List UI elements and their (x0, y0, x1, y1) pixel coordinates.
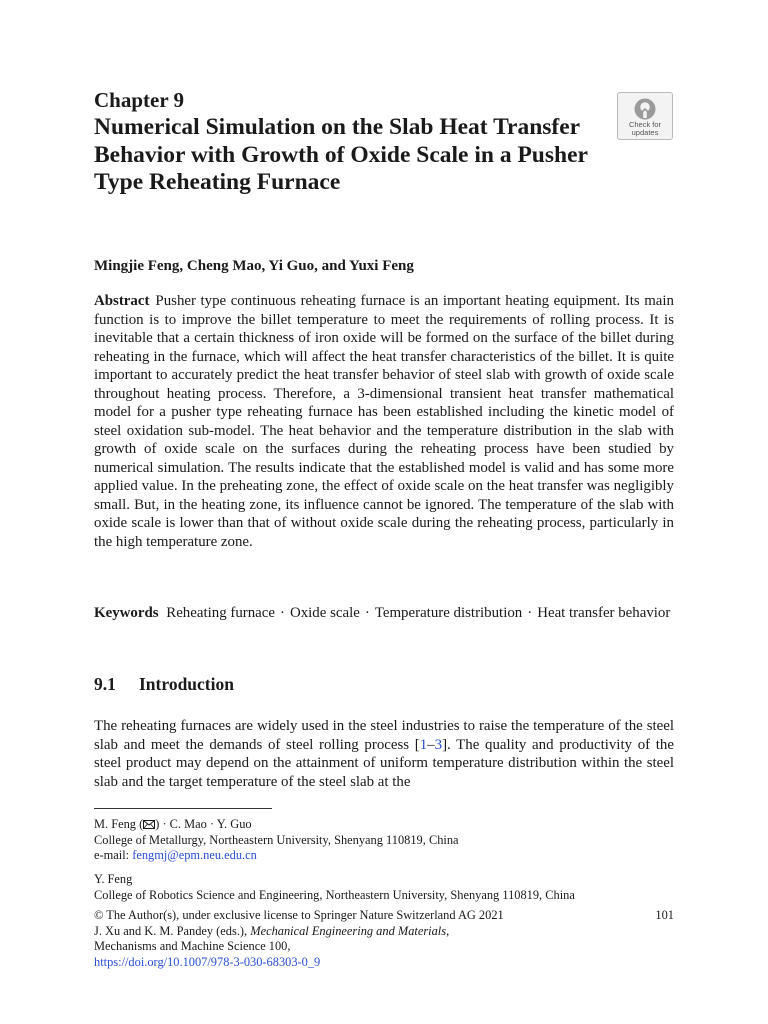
intro-text-1: The reheating furnaces are widely used in the steel industries to raise the temperature of the steel slab and meet the demands of steel rolling process [ (94, 718, 674, 753)
keyword-separator: · (364, 605, 370, 621)
citation-line (94, 924, 674, 940)
keyword-item: Temperature distribution (374, 605, 523, 621)
badge-text-line1: Check for (628, 120, 662, 129)
footnote-affiliation-2 (94, 872, 684, 903)
intro-paragraph (94, 717, 674, 792)
check-for-updates-icon (633, 97, 657, 121)
chapter-title: Numerical Simulation on the Slab Heat Transfer Behavior with Growth of Oxide Scale in a Pusher Type Reheating Furnace (94, 114, 588, 195)
book-title: Mechanical Engineering and Materials (250, 923, 447, 938)
footnote-author-name: Y. Feng (94, 872, 133, 886)
keyword-item: Oxide scale (289, 605, 360, 621)
email-line (94, 848, 684, 864)
footnote-author-text: M. Feng ( (94, 817, 144, 831)
abstract-text: Pusher type continuous reheating furnace is an important heating equipment. Its main function is to improve the billet temperature to meet the requirements of rolling process. It is inevitable that a certain thickness of iron oxide will be formed on the surface of the billet during reheating in the furnace, which will affect the heat transfer characteristics of the billet. It is quite important to accurately predict the heat transfer behavior of steel slab with growth of oxide scale throughout heating process. Therefore, a 3-dimensional transient heat transfer mathematical model for a pusher type reheating furnace has been established including the kinetic model of steel oxidation sub-model. The heat behavior and the temperature distribution in the slab with growth of oxide scale on the surfaces during the reheating process have been studied by numerical simulation. The results indicate that the established model is valid and has some more applied value. In the preheating zone, the effect of oxide scale on the heat transfer was negligibly small. But, in the heating zone, its influence cannot be ignored. The temperature of the slab with oxide scale is lower than that of without oxide scale during the reheating process, particularly in the high temperature zone. (94, 293, 674, 550)
envelope-icon (143, 820, 155, 829)
citation-link-3[interactable]: 3 (434, 736, 443, 753)
section-heading (94, 674, 234, 695)
copyright-block (94, 908, 674, 970)
doi-link[interactable]: https://doi.org/10.1007/978-3-030-68303-0_9 (94, 954, 321, 969)
badge-text-line2: updates (631, 128, 659, 137)
keyword-separator: · (527, 605, 533, 621)
keyword-item: Heat transfer behavior (537, 605, 671, 621)
section-number: 9.1 (94, 674, 116, 694)
section-title: Introduction (139, 674, 234, 694)
copyright-line (94, 908, 674, 924)
copyright-text: © The Author(s), under exclusive license to Springer Nature Switzerland AG 2021 (94, 908, 504, 922)
affiliation-text: College of Metallurgy, Northeastern University, Shenyang 110819, China (94, 832, 459, 847)
series-line: Mechanisms and Machine Science 100, (94, 939, 291, 954)
keywords (94, 604, 674, 623)
footnote-authors-line (94, 817, 684, 833)
email-link[interactable]: fengmj@epm.neu.edu.cn (132, 848, 257, 863)
keyword-item: Reheating furnace (166, 605, 275, 621)
keywords-label: Keywords (94, 605, 159, 621)
abstract (94, 292, 674, 551)
intro-text-2: ]. The quality and productivity of the steel product may depend on the attainment of uniform temperature distribution within the steel slab and the target temperature of the steel slab at the (94, 736, 674, 791)
author-list: Mingjie Feng, Cheng Mao, Yi Guo, and Yuxi Feng (94, 258, 414, 274)
footnote-divider (94, 808, 272, 809)
footnote-affiliation-1 (94, 817, 684, 864)
abstract-label: Abstract (94, 293, 150, 309)
citation-dash: – (427, 736, 435, 753)
editors-text: J. Xu and K. M. Pandey (eds.), (94, 923, 251, 938)
footnote-coauthors-text: ) · C. Mao · Y. Guo (155, 817, 252, 831)
affiliation-text: College of Robotics Science and Engineering, Northeastern University, Shenyang 110819, China (94, 887, 575, 902)
email-label: e-mail: (94, 848, 133, 863)
citation-link-1[interactable]: 1 (419, 736, 428, 753)
check-for-updates-badge[interactable] (617, 92, 673, 140)
page-number: 101 (655, 908, 674, 922)
chapter-label: Chapter 9 (94, 88, 185, 112)
keyword-separator: · (280, 605, 285, 621)
citation-comma: , (446, 923, 450, 938)
